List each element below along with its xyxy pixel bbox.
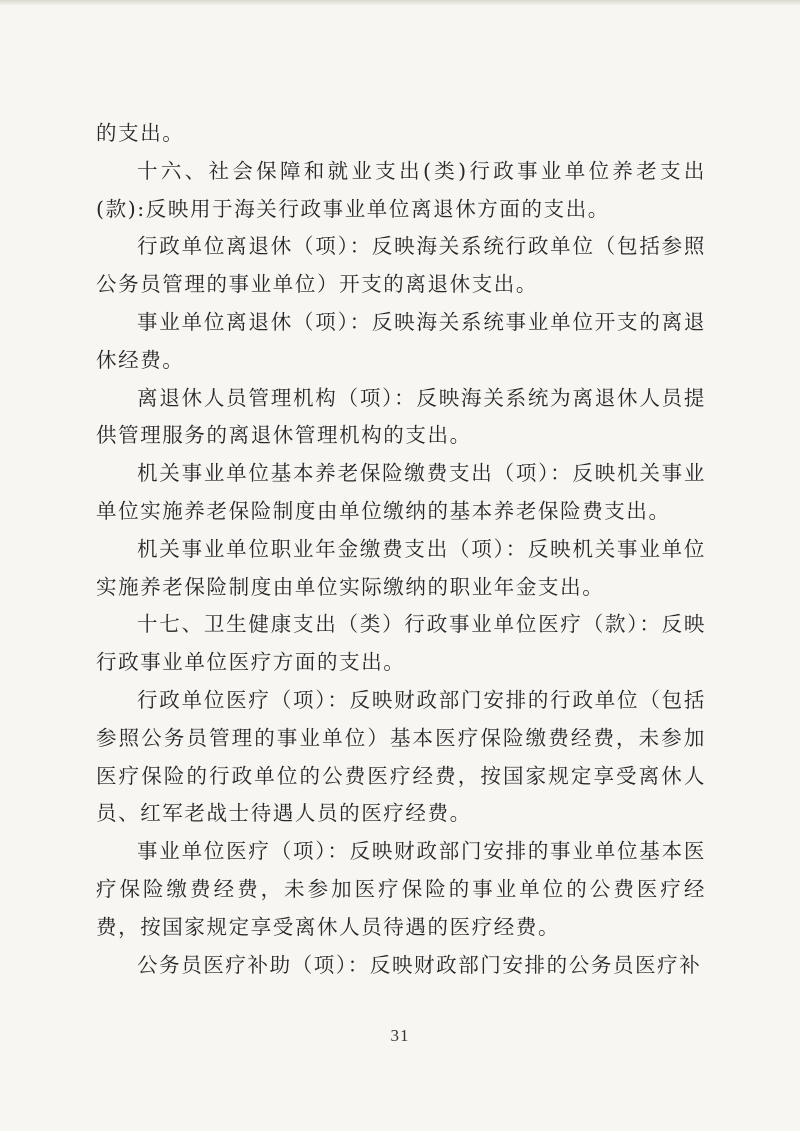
paragraph-occupational-annuity: 机关事业单位职业年金缴费支出（项）：反映机关事业单位实施养老保险制度由单位实际缴纳的职业年金支出。 <box>96 536 706 599</box>
paragraph-public-institution-retirement: 事业单位离退休（项）：反映海关系统事业单位开支的离退休经费。 <box>96 309 706 372</box>
paragraph-basic-pension-contribution: 机关事业单位基本养老保险缴费支出（项）：反映机关事业单位实施养老保险制度由单位缴纳的基本养老保险费支出。 <box>96 461 706 523</box>
paragraph-retiree-management-agency: 离退休人员管理机构（项）：反映海关系统为离退休人员提供管理服务的离退休管理机构的支出。 <box>96 385 706 448</box>
scan-edge-shadow <box>0 0 800 6</box>
paragraph-admin-unit-medical: 行政单位医疗（项）：反映财政部门安排的行政单位（包括参照公务员管理的事业单位）基本医疗保险缴费经费，未参加医疗保险的行政单位的公费医疗经费，按国家规定享受离休人员、红军老战士待遇人员的医疗经费。 <box>96 687 706 826</box>
paragraph-continuation: 的支出。 <box>96 121 185 145</box>
paragraph-civil-servant-medical-subsidy: 公务员医疗补助（项）：反映财政部门安排的公务员医疗补 <box>137 952 702 977</box>
paragraph-admin-unit-retirement: 行政单位离退休（项）：反映海关系统行政单位（包括参照公务员管理的事业单位）开支的离退休支出。 <box>96 234 706 297</box>
paragraph-public-institution-medical: 事业单位医疗（项）：反映财政部门安排的事业单位基本医疗保险缴费经费，未参加医疗保险的事业单位的公费医疗经费，按国家规定享受离休人员待遇的医疗经费。 <box>96 839 706 939</box>
page-number: 31 <box>390 1026 410 1045</box>
paragraph-section-16: 十六、社会保障和就业支出(类)行政事业单位养老支出(款):反映用于海关行政事业单位离退休方面的支出。 <box>96 158 706 221</box>
body-text <box>96 115 706 984</box>
paragraph-section-17: 十七、卫生健康支出（类）行政事业单位医疗（款）：反映行政事业单位医疗方面的支出。 <box>96 612 706 675</box>
